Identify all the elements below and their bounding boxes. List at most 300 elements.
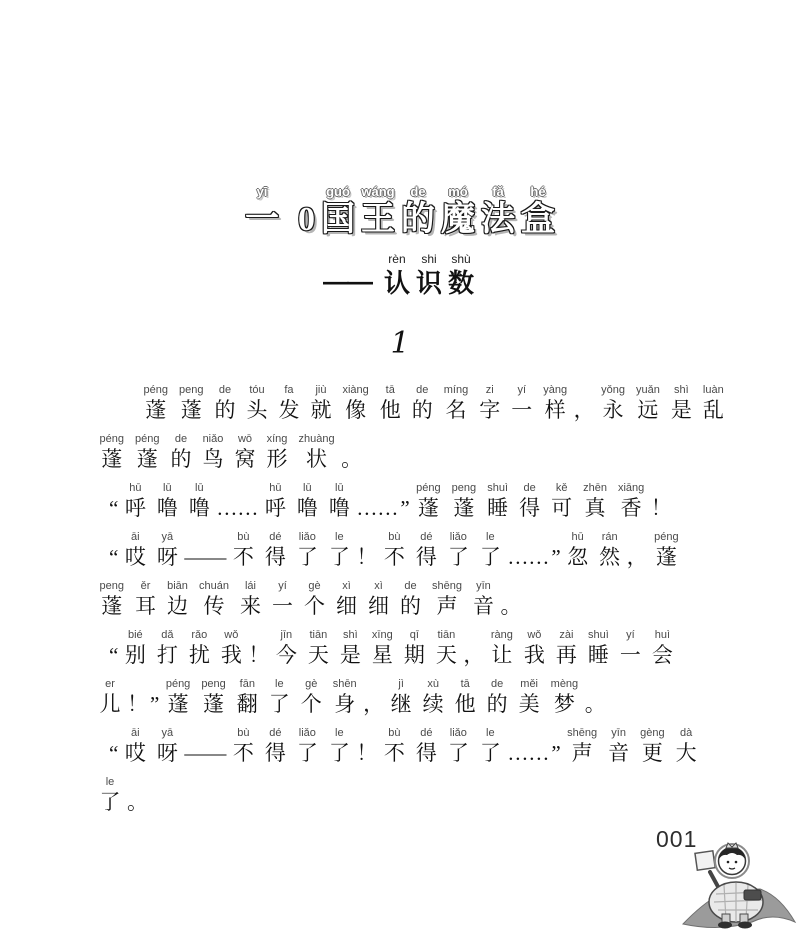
hanzi-character: 头 — [246, 398, 268, 422]
ruby-cell — [272, 579, 293, 619]
ruby-cell — [507, 530, 549, 570]
ruby-cell — [551, 481, 572, 521]
pinyin-annotation: huì — [654, 629, 670, 641]
pinyin-annotation: zài — [559, 629, 574, 641]
pinyin-annotation: yīn — [611, 727, 626, 739]
ruby-cell — [109, 628, 118, 668]
pinyin-annotation: wǒ — [224, 629, 239, 641]
pinyin-annotation — [403, 481, 406, 495]
ruby-cell — [240, 579, 261, 619]
hanzi-character: 了 — [447, 741, 469, 765]
hanzi-character: 更 — [641, 741, 663, 765]
ruby-cell — [703, 383, 724, 423]
hanzi-character: 王 — [361, 201, 395, 238]
subtitle-dash: —— — [322, 266, 371, 296]
ruby-cell — [551, 530, 560, 570]
pinyin-annotation: le — [105, 776, 115, 788]
hanzi-character: 扰 — [188, 643, 210, 667]
hanzi-character: 可 — [551, 496, 573, 520]
ruby-cell — [567, 530, 588, 570]
hanzi-character: 我 — [220, 643, 242, 667]
ruby-cell — [233, 726, 254, 766]
ruby-cell — [556, 628, 577, 668]
pinyin-annotation: zhuàng — [298, 433, 335, 445]
ruby-cell — [384, 252, 410, 299]
hanzi-character: 得 — [415, 741, 437, 765]
ruby-cell — [109, 726, 118, 766]
ruby-cell — [676, 726, 697, 766]
mascot-eye — [727, 861, 730, 864]
hanzi-character: 一 — [511, 398, 533, 422]
pinyin-annotation: péng — [416, 482, 441, 494]
ruby-cell — [297, 530, 318, 570]
ruby-cell — [444, 383, 468, 423]
hanzi-character: ！ — [127, 692, 148, 716]
hanzi-character: ” — [551, 741, 561, 765]
ruby-cell — [189, 628, 210, 668]
pinyin-annotation: bù — [388, 531, 401, 543]
hanzi-character: 让 — [491, 643, 513, 667]
pinyin-annotation — [136, 677, 139, 691]
ruby-cell — [361, 184, 395, 240]
hanzi-character: 国 — [321, 201, 355, 238]
hanzi-character: 不 — [232, 741, 254, 765]
ruby-cell — [265, 481, 286, 521]
hanzi-character: 继 — [390, 692, 412, 716]
pinyin-annotation — [365, 530, 368, 544]
hanzi-character: …… — [356, 496, 399, 520]
ruby-cell — [524, 628, 545, 668]
pinyin-annotation: kě — [555, 482, 568, 494]
mascot-shoe — [738, 922, 752, 929]
pinyin-annotation: de — [174, 433, 188, 445]
hanzi-character: 了 — [268, 692, 290, 716]
ruby-cell — [412, 383, 433, 423]
ruby-cell — [265, 530, 286, 570]
ruby-cell — [511, 383, 532, 423]
ruby-cell — [599, 530, 620, 570]
pinyin-annotation: dé — [420, 531, 433, 543]
pinyin-annotation: bù — [237, 727, 250, 739]
hanzi-character: 样 — [544, 398, 566, 422]
ruby-cell — [100, 677, 121, 717]
ruby-cell — [551, 726, 560, 766]
hanzi-character: 远 — [637, 398, 659, 422]
pinyin-annotation: peng — [178, 384, 204, 396]
paragraph-line — [94, 775, 734, 815]
ruby-cell — [100, 432, 124, 472]
pinyin-annotation: gè — [305, 678, 318, 690]
ruby-cell — [308, 628, 329, 668]
hanzi-character: 细 — [335, 594, 357, 618]
hanzi-character: 蓬 — [145, 398, 167, 422]
pinyin-annotation — [472, 628, 475, 642]
hanzi-character: —— — [184, 545, 227, 569]
ruby-cell — [234, 432, 255, 472]
ruby-cell — [401, 184, 435, 240]
pinyin-annotation — [305, 184, 309, 200]
ruby-cell — [125, 628, 146, 668]
ruby-cell — [269, 677, 290, 717]
ruby-cell — [342, 383, 368, 423]
pinyin-annotation: hū — [129, 482, 142, 494]
pinyin-annotation — [204, 530, 207, 544]
pinyin-annotation — [527, 726, 530, 740]
ruby-cell — [618, 481, 644, 521]
subtitle-cells — [381, 252, 477, 299]
mascot-object — [744, 890, 761, 900]
pinyin-annotation — [112, 628, 115, 642]
ruby-cell — [423, 677, 444, 717]
pinyin-annotation: āi — [131, 531, 140, 543]
ruby-cell — [391, 677, 412, 717]
ruby-cell — [487, 677, 508, 717]
ruby-cell — [441, 184, 475, 240]
ruby-cell — [400, 579, 421, 619]
ruby-cell — [480, 530, 501, 570]
ruby-cell — [184, 530, 226, 570]
hanzi-character: 睡 — [587, 643, 609, 667]
hanzi-character: 边 — [166, 594, 188, 618]
hanzi-character: 发 — [278, 398, 300, 422]
hanzi-character: 星 — [371, 643, 393, 667]
hanzi-character: 音 — [608, 741, 630, 765]
pinyin-annotation: le — [335, 531, 344, 543]
pinyin-annotation — [554, 726, 557, 740]
hanzi-character: 呀 — [156, 741, 178, 765]
ruby-cell — [601, 383, 625, 423]
pinyin-annotation: le — [275, 678, 284, 690]
pinyin-annotation: xīng — [371, 629, 393, 641]
ruby-cell — [491, 628, 513, 668]
pinyin-annotation — [554, 530, 557, 544]
hanzi-character: 了 — [296, 741, 318, 765]
ruby-cell — [416, 481, 440, 521]
hanzi-character: 天 — [435, 643, 457, 667]
pinyin-annotation: rán — [601, 531, 618, 543]
pinyin-annotation: niǎo — [202, 433, 224, 445]
hanzi-character: “ — [109, 643, 119, 667]
pinyin-annotation — [257, 628, 260, 642]
pinyin-annotation: de — [523, 482, 536, 494]
hanzi-character: 蓬 — [101, 594, 123, 618]
hanzi-character: “ — [109, 496, 119, 520]
ruby-cell — [329, 481, 350, 521]
ruby-cell — [463, 628, 484, 668]
hanzi-character: 噜 — [156, 496, 178, 520]
hanzi-character: 呼 — [264, 496, 286, 520]
ruby-cell — [127, 775, 148, 815]
pinyin-annotation: rèn — [388, 252, 406, 266]
ruby-cell — [473, 579, 494, 619]
ruby-cell — [298, 184, 315, 240]
pinyin-annotation: liǎo — [298, 531, 316, 543]
ruby-cell — [356, 530, 377, 570]
hanzi-character: 噜 — [188, 496, 210, 520]
pinyin-annotation: peng — [99, 580, 124, 592]
ruby-cell — [125, 481, 146, 521]
pinyin-annotation: de — [410, 184, 426, 199]
hanzi-character: 呀 — [156, 545, 178, 569]
hanzi-character: 睡 — [487, 496, 509, 520]
hanzi-character: 状 — [306, 447, 328, 471]
ruby-cell — [416, 530, 437, 570]
hanzi-character: 。 — [584, 692, 606, 716]
ruby-cell — [620, 628, 641, 668]
pinyin-annotation: yí — [626, 629, 635, 641]
ruby-cell — [297, 481, 318, 521]
pinyin-annotation: shi — [421, 252, 437, 266]
ruby-cell — [519, 677, 540, 717]
pinyin-annotation: xì — [342, 580, 351, 592]
pinyin-annotation: hū — [571, 531, 584, 543]
pinyin-annotation: mó — [448, 184, 468, 199]
ruby-cell — [189, 481, 210, 521]
hanzi-character: “ — [109, 741, 119, 765]
pinyin-annotation: chuán — [198, 580, 229, 592]
ruby-cell — [652, 628, 673, 668]
ruby-cell — [179, 383, 203, 423]
ruby-cell — [671, 383, 692, 423]
hanzi-character: ” — [551, 545, 561, 569]
pinyin-annotation: shuì — [487, 482, 509, 494]
pinyin-annotation: yǒng — [601, 384, 625, 396]
pinyin-annotation: péng — [134, 433, 160, 445]
hanzi-character: ！ — [248, 643, 270, 667]
hanzi-character: 哎 — [124, 741, 146, 765]
pinyin-annotation — [153, 677, 156, 691]
pinyin-annotation: tóu — [249, 384, 265, 396]
pinyin-annotation: le — [486, 727, 495, 739]
pinyin-annotation — [112, 530, 115, 544]
ruby-cell — [416, 252, 442, 299]
ruby-cell — [400, 481, 409, 521]
pinyin-annotation: bù — [237, 531, 250, 543]
ruby-cell — [654, 530, 678, 570]
hanzi-character: ， — [626, 545, 648, 569]
ruby-cell — [265, 726, 286, 766]
hanzi-character: 形 — [266, 447, 288, 471]
pinyin-annotation: bié — [127, 629, 143, 641]
pinyin-annotation: gè — [308, 580, 321, 592]
pinyin-annotation — [376, 481, 379, 495]
pinyin-annotation: āi — [131, 727, 140, 739]
pinyin-annotation — [112, 481, 115, 495]
pinyin-annotation: fān — [239, 678, 255, 690]
pinyin-annotation: shēng — [567, 727, 598, 739]
pinyin-annotation: yàng — [543, 384, 568, 396]
hanzi-character: 窝 — [234, 447, 256, 471]
pinyin-annotation: wǒ — [527, 629, 542, 641]
hanzi-character: 蓬 — [655, 545, 677, 569]
ruby-cell — [202, 432, 223, 472]
hanzi-character: 蓬 — [167, 692, 189, 716]
pinyin-annotation: dé — [420, 727, 433, 739]
hanzi-character: 是 — [670, 398, 692, 422]
pinyin-annotation: lū — [163, 482, 172, 494]
pinyin-annotation: biān — [167, 580, 188, 592]
hanzi-character: 天 — [307, 643, 329, 667]
hanzi-character: 续 — [422, 692, 444, 716]
pinyin-annotation — [583, 383, 586, 397]
pinyin-annotation: yuǎn — [635, 384, 660, 396]
ruby-cell — [608, 726, 629, 766]
mascot-eye — [735, 861, 738, 864]
ruby-cell — [583, 481, 607, 521]
pinyin-annotation: xiāng — [617, 482, 645, 494]
hanzi-character: 不 — [383, 741, 405, 765]
pinyin-annotation: fa — [284, 384, 294, 396]
hanzi-character: 细 — [367, 594, 389, 618]
ruby-cell — [125, 726, 146, 766]
pinyin-annotation: xíng — [266, 433, 288, 445]
pinyin-annotation: dé — [269, 727, 282, 739]
pinyin-annotation: péng — [165, 678, 191, 690]
hanzi-character: 儿 — [99, 692, 121, 716]
pinyin-annotation: de — [404, 580, 417, 592]
ruby-cell — [157, 481, 178, 521]
ruby-cell — [551, 677, 579, 717]
hanzi-character: 。 — [500, 594, 522, 618]
hanzi-character: 乱 — [702, 398, 724, 422]
hanzi-character: …… — [216, 496, 259, 520]
pinyin-annotation: tiān — [309, 629, 328, 641]
hanzi-character: 是 — [339, 643, 361, 667]
pinyin-annotation: lū — [303, 482, 312, 494]
hanzi-character: 不 — [232, 545, 254, 569]
hanzi-character: 声 — [571, 741, 593, 765]
hanzi-character: 得 — [264, 545, 286, 569]
king-mascot-illustration — [680, 842, 800, 930]
pinyin-annotation — [365, 726, 368, 740]
ruby-cell — [304, 579, 325, 619]
ruby-cell — [368, 579, 389, 619]
pinyin-annotation: hé — [530, 184, 546, 199]
hanzi-character: 。 — [127, 790, 148, 814]
hanzi-character: 蓬 — [417, 496, 439, 520]
ruby-cell — [363, 677, 384, 717]
pinyin-annotation: zi — [485, 384, 494, 396]
pinyin-annotation: shù — [451, 252, 471, 266]
pinyin-annotation: yā — [161, 727, 174, 739]
ruby-cell — [221, 628, 242, 668]
ruby-cell — [109, 481, 118, 521]
pinyin-annotation: de — [218, 384, 232, 396]
ruby-cell — [404, 628, 425, 668]
pinyin-annotation: péng — [143, 384, 168, 396]
pinyin-annotation: de — [416, 384, 429, 396]
hanzi-character: 盒 — [521, 201, 555, 238]
hanzi-character: 呼 — [124, 496, 146, 520]
hanzi-character: 魔 — [441, 201, 475, 238]
pinyin-annotation: yí — [517, 384, 527, 396]
pinyin-annotation: de — [491, 678, 504, 690]
hanzi-character: 了 — [296, 545, 318, 569]
pinyin-annotation: xì — [374, 580, 383, 592]
hanzi-character: 个 — [303, 594, 325, 618]
ruby-cell — [340, 628, 361, 668]
hanzi-character: 一 — [271, 594, 293, 618]
hanzi-character: 再 — [555, 643, 577, 667]
hanzi-character: ！ — [356, 741, 378, 765]
ruby-cell — [184, 726, 226, 766]
hanzi-character: 的 — [411, 398, 433, 422]
ruby-cell — [543, 383, 567, 423]
pinyin-annotation: mèng — [550, 678, 579, 690]
ruby-cell — [519, 481, 540, 521]
hanzi-character: 大 — [675, 741, 697, 765]
paragraph-line — [94, 628, 734, 668]
hanzi-character: 身 — [334, 692, 356, 716]
pinyin-annotation: tiān — [437, 629, 456, 641]
ruby-cell — [276, 628, 297, 668]
hanzi-character: 了 — [479, 545, 501, 569]
pinyin-annotation — [136, 775, 139, 789]
hanzi-character: 传 — [203, 594, 225, 618]
pinyin-annotation — [527, 530, 530, 544]
hanzi-character: 耳 — [134, 594, 156, 618]
hanzi-character: 的 — [399, 594, 421, 618]
hanzi-character: 认 — [383, 268, 410, 298]
pinyin-annotation: liǎo — [449, 531, 467, 543]
hanzi-character: 像 — [345, 398, 367, 422]
ruby-cell — [135, 432, 159, 472]
body-text — [94, 383, 734, 824]
hanzi-character: 了 — [447, 545, 469, 569]
pinyin-annotation — [372, 677, 375, 691]
pinyin-annotation: jiù — [315, 384, 327, 396]
hanzi-character: 名 — [445, 398, 467, 422]
ruby-cell — [455, 677, 476, 717]
pinyin-annotation: lū — [195, 482, 204, 494]
pinyin-annotation: shì — [673, 384, 689, 396]
ruby-cell — [216, 481, 258, 521]
hanzi-character: 了 — [328, 545, 350, 569]
ruby-cell — [100, 579, 124, 619]
pinyin-annotation: yā — [161, 531, 174, 543]
pinyin-annotation: hū — [269, 482, 282, 494]
pinyin-annotation: wáng — [361, 184, 395, 199]
pinyin-annotation: le — [486, 531, 495, 543]
ruby-cell — [199, 579, 229, 619]
hanzi-character: 的 — [214, 398, 236, 422]
hanzi-character: 就 — [310, 398, 332, 422]
ruby-cell — [448, 726, 469, 766]
ruby-cell — [432, 579, 462, 619]
paragraph-line — [94, 383, 734, 423]
hanzi-character: 。 — [341, 447, 363, 471]
pinyin-annotation: shēng — [431, 580, 462, 592]
hanzi-character: 的 — [170, 447, 192, 471]
hanzi-character: —— — [184, 741, 227, 765]
hanzi-character: ！ — [356, 545, 378, 569]
ruby-cell — [170, 432, 191, 472]
ruby-cell — [651, 481, 672, 521]
ruby-cell — [384, 530, 405, 570]
hanzi-character: 个 — [300, 692, 322, 716]
hanzi-character: 今 — [275, 643, 297, 667]
pinyin-annotation: ràng — [490, 629, 513, 641]
ruby-cell — [100, 775, 121, 815]
pinyin-annotation: jì — [398, 678, 404, 690]
pinyin-annotation — [350, 432, 353, 446]
pinyin-annotation: shēn — [332, 678, 357, 690]
ruby-cell — [341, 432, 362, 472]
pinyin-annotation: luàn — [702, 384, 724, 396]
hanzi-character: 得 — [415, 545, 437, 569]
pinyin-annotation: míng — [443, 384, 469, 396]
hanzi-character: 一 — [619, 643, 641, 667]
